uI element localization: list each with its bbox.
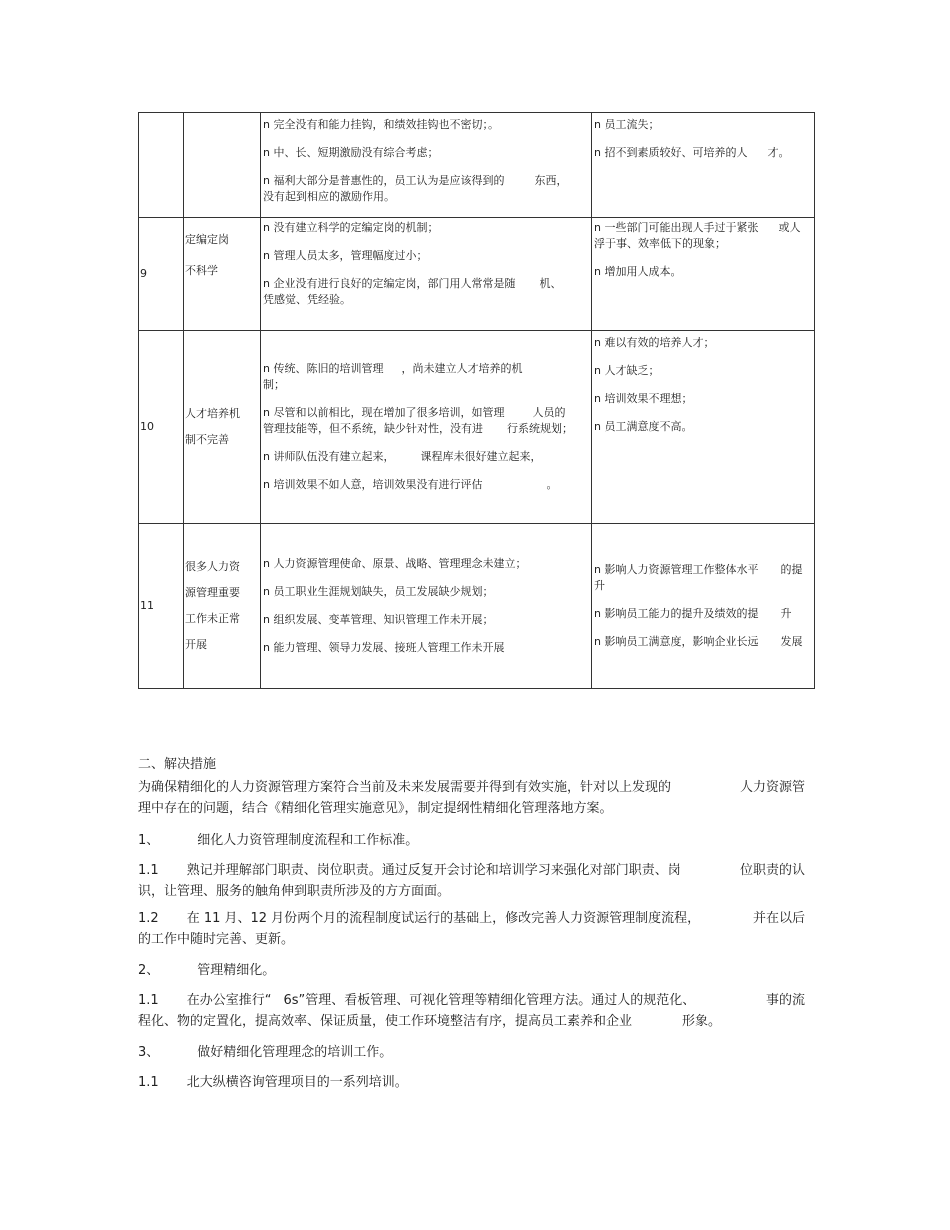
cause-line: n 中、长、短期激励没有综合考虑； [263,146,439,159]
cause-cell [261,218,592,331]
cause-line: 制； [263,378,285,391]
step-line: 1.2 在 11 月、12 月份两个月的流程制度试运行的基础上，修改完善人力资源管理制度流程， 并在以后 [138,911,805,926]
cause-cell [261,331,592,524]
step-line: 识，让管理、服务的触角伸到职责所涉及的方方面面。 [138,884,451,899]
impact-cell [592,113,815,218]
impact-line: n 影响人力资源管理工作整体水平 的提 [594,563,803,576]
impact-line: n 难以有效的培养人才； [594,336,715,349]
row-number-cell [139,113,184,218]
impact-cell [592,218,815,331]
issue-line: 定编定岗 [185,233,229,246]
impact-line: n 员工满意度不高。 [594,420,693,433]
table-row [139,113,815,218]
cause-line: n 传统、陈旧的培训管理 ，尚未建立人才培养的机 [263,362,523,375]
impact-line: 升 [594,579,605,592]
step-line: 程化、物的定置化，提高效率、保证质量，使工作环境整洁有序，提高员工素养和企业 形象。 [138,1014,722,1029]
cause-line: n 能力管理、领导力发展、接班人管理工作未开展 [263,641,505,654]
cause-line: n 组织发展、变革管理、知识管理工作未开展； [263,613,494,626]
table-row [139,331,815,524]
step-number: 1、 [138,833,160,848]
step-1 [138,830,805,851]
step-3-1: 1.1 北大纵横咨询管理项目的一系列培训。 [138,1075,408,1090]
step-line: 的工作中随时完善、更新。 [138,932,295,947]
impact-line: n 员工流失； [594,118,660,131]
issue-cell [184,113,261,218]
issue-cell [184,218,261,331]
cause-line: n 完全没有和能力挂钩，和绩效挂钩也不密切；。 [263,118,499,131]
step-1-1 [138,860,805,902]
intro-paragraph [138,777,805,819]
step-line: 1.1 熟记并理解部门职责、岗位职责。通过反复开会讨论和培训学习来强化对部门职责、岗 位职责的认 [138,863,805,878]
cause-line: 没有起到相应的激励作用。 [263,190,395,203]
step-2-1 [138,990,805,1032]
issue-line: 很多人力资 [185,560,240,573]
issue-line: 不科学 [185,264,218,277]
impact-line: n 影响员工能力的提升及绩效的提 升 [594,607,792,620]
impact-line: n 增加用人成本。 [594,265,682,278]
section-heading: 二、解决措施 [138,757,217,772]
impact-cell [592,331,815,524]
step-text: 细化人力资管理制度流程和工作标准。 [197,833,419,848]
issue-line: 制不完善 [185,433,229,446]
impact-cell [592,524,815,689]
issue-line: 工作未正常 [185,612,240,625]
impact-line: n 培训效果不理想； [594,392,693,405]
cause-line: n 员工职业生涯规划缺失，员工发展缺少规划； [263,585,494,598]
cause-cell [261,524,592,689]
intro-line: 为确保精细化的人力资源管理方案符合当前及未来发展需要并得到有效实施，针对以上发现的 人力资源管 [138,780,805,795]
impact-line: n 招不到素质较好、可培养的人 才。 [594,146,790,159]
row-number-cell: 11 [139,524,184,689]
cause-line: n 企业没有进行良好的定编定岗，部门用人常常是随 机、 [263,277,562,290]
impact-line: 浮于事、效率低下的现象； [594,237,726,250]
impact-line: n 影响员工满意度，影响企业长远 发展 [594,635,803,648]
step-line: 1.1 在办公室推行“ 6s”管理、看板管理、可视化管理等精细化管理方法。通过人的规范化、 事的流 [138,993,805,1008]
cause-line: n 讲师队伍没有建立起来， 课程库未很好建立起来， [263,450,542,463]
cause-line: n 培训效果不如人意，培训效果没有进行评估 。 [263,478,558,491]
cause-line: n 没有建立科学的定编定岗的机制； [263,221,439,234]
impact-line: n 一些部门可能出现人手过于紧张 或人 [594,221,801,234]
intro-line: 理中存在的问题，结合《精细化管理实施意见》，制定提纲性精细化管理落地方案。 [138,801,613,816]
issue-line: 开展 [185,638,207,651]
table-row [139,524,815,689]
cause-line: 管理技能等，但不系统，缺少针对性，没有进 行系统规划； [263,422,573,435]
issue-cell [184,331,261,524]
cause-cell [261,113,592,218]
cause-line: n 尽管和以前相比，现在增加了很多培训，如管理 人员的 [263,406,566,419]
issues-table [138,112,815,689]
impact-line: n 人才缺乏； [594,364,660,377]
step-3: 3、 做好精细化管理理念的培训工作。 [138,1045,393,1060]
cause-line: 凭感觉、凭经验。 [263,293,351,306]
row-number-cell: 9 [139,218,184,331]
row-number-cell: 10 [139,331,184,524]
cause-line: n 管理人员太多，管理幅度过小； [263,249,428,262]
issue-line: 源管理重要 [185,586,240,599]
table-row [139,218,815,331]
issue-line: 人才培养机 [185,407,240,420]
issue-cell [184,524,261,689]
step-1-2 [138,908,805,950]
step-2: 2、 管理精细化。 [138,963,276,978]
cause-line: n 人力资源管理使命、原景、战略、管理理念未建立； [263,557,527,570]
cause-line: n 福利大部分是普惠性的，员工认为是应该得到的 东西， [263,174,568,187]
